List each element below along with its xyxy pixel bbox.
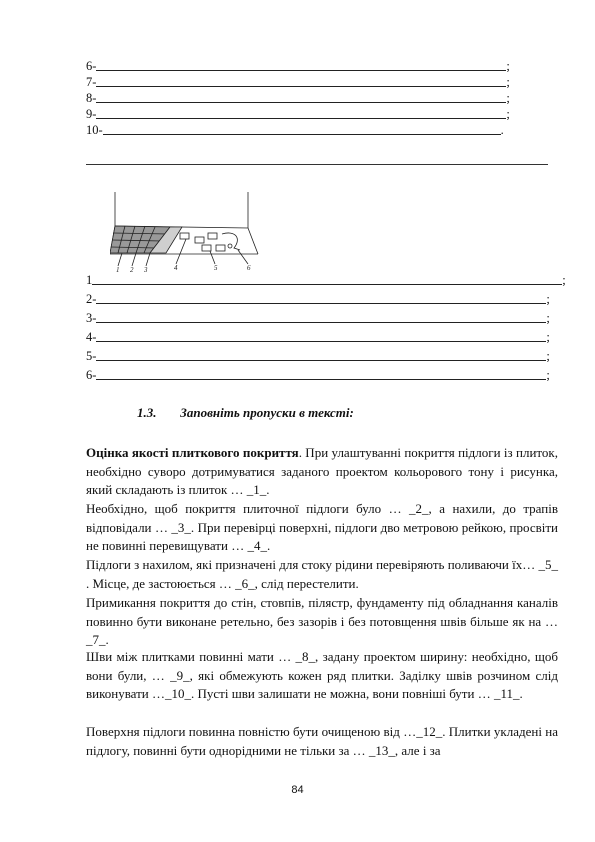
paragraph-4: Примикання покриття до стін, стовпів, пілястр, фундаменту під обладнання каналів повинно бути виконане ретельно, без зазорів і без потовщення швів більше як на … _7_. [86, 595, 558, 647]
paragraph-5: Шви між плитками повинні мати … _8_, задану проектом ширину: необхідно, щоб вони були, … _9_, які обмежують кожен ряд плитки. Заділку швів розчином слід виконувати …_10_. Пусті шви залишати не можна, вони повніші бути … _11_. [86, 649, 558, 701]
paragraph-1 [86, 444, 558, 500]
paragraph-1-text: . При улаштуванні покриття підлоги із плиток, необхідно суворо дотримуватися заданого проектом кольорового тону і рисунка, який складають із плиток … _1_. [86, 445, 558, 497]
answer-line-b4[interactable]: 4- ; [86, 330, 550, 344]
answer-line-8[interactable]: 8- ; [86, 91, 510, 105]
paragraph-2: Необхідно, щоб покриття плиточної підлоги було … _2_, а нахили, до трапів відповідали … _3_. При перевірці поверхні, підлоги дво метровою рейкою, просвіти не повинні перевищувати … _4_. [86, 501, 558, 553]
paragraph-3: Підлоги з нахилом, які призначені для стоку рідини перевіряють поливаючи їх… _5_ . Місце, де застоюється … _6_, слід перестелити. [86, 557, 558, 591]
figure-label-2: 2 [130, 266, 134, 272]
answer-line-b6[interactable]: 6- ; [86, 368, 550, 382]
answer-line-b5[interactable]: 5- ; [86, 349, 550, 363]
section-number: 1.3. [137, 405, 157, 420]
paragraph-1-bold: Оцінка якості плиткового покриття [86, 445, 299, 460]
figure-label-6: 6 [247, 264, 251, 272]
answer-line-b3[interactable]: 3- ; [86, 311, 550, 325]
paragraph-6: Поверхня підлоги повинна повністю бути очищеною від …_12_. Плитки укладені на підлогу, повинні бути однорідними не тільки за … _13_, але і за [86, 724, 558, 758]
figure-label-1: 1 [116, 266, 120, 272]
answer-line-7[interactable]: 7- ; [86, 75, 510, 89]
answer-line-10[interactable]: 10- . [86, 123, 504, 137]
answer-line-b2[interactable]: 2- ; [86, 292, 550, 306]
section-title: Заповніть пропуски в тексті: [180, 405, 354, 420]
figure-label-4: 4 [174, 264, 178, 272]
answer-line-b1[interactable]: 1 ; [86, 273, 566, 287]
answer-line-6[interactable]: 6- ; [86, 59, 510, 73]
answer-line-9[interactable]: 9- ; [86, 107, 510, 121]
floor-tiling-drawing [110, 190, 260, 272]
page-number: 84 [291, 784, 304, 796]
tiling-illustration [110, 190, 260, 277]
figure-label-5: 5 [214, 264, 218, 272]
separator-line [86, 164, 548, 165]
section-heading [137, 405, 354, 421]
figure-label-3: 3 [144, 266, 148, 272]
